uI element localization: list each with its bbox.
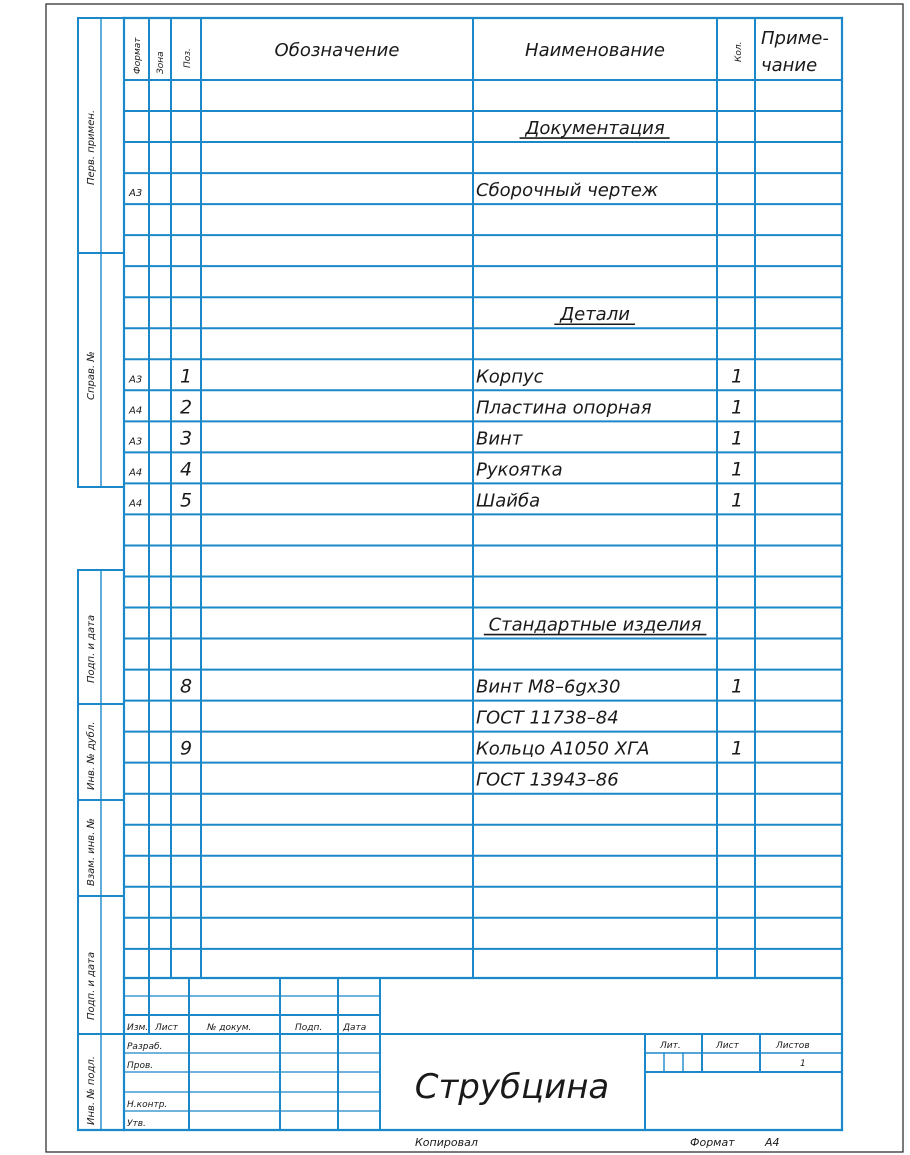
spec-row-lines	[124, 111, 842, 949]
row-position: 8	[179, 675, 193, 698]
header-qty: Кол.	[734, 41, 744, 62]
title-block-grid	[124, 978, 842, 1130]
main-frame	[78, 18, 842, 1130]
side-sign-date-2: Подп. и дата	[86, 951, 97, 1020]
section-title: Стандартные изделия	[488, 614, 702, 636]
row-format: A4	[129, 467, 143, 479]
header-note-line2: чание	[761, 55, 818, 76]
row-format: A3	[129, 436, 143, 448]
side-inv-dup: Инв. № дубл.	[86, 721, 97, 790]
row-format: A3	[129, 188, 143, 200]
table-row	[520, 118, 668, 139]
row-name: ГОСТ 13943–86	[476, 769, 619, 791]
row-format: A3	[129, 374, 143, 386]
tb-col-change: Изм.	[127, 1023, 149, 1033]
row-qty: 1	[730, 489, 744, 512]
tb-sheets-label: Листов	[776, 1041, 810, 1051]
tb-col-doc-no: № докум.	[207, 1023, 252, 1033]
footer-format-value: А4	[765, 1136, 780, 1149]
table-row	[128, 396, 743, 418]
row-position: 2	[179, 396, 193, 419]
row-qty: 1	[730, 737, 744, 760]
row-qty: 1	[730, 458, 744, 481]
table-row	[128, 365, 743, 387]
side-strip-bottom	[78, 570, 124, 1130]
header-designation: Обозначение	[274, 40, 400, 61]
row-qty: 1	[730, 365, 744, 388]
table-row	[555, 304, 634, 325]
tb-col-sheet: Лист	[155, 1023, 178, 1033]
row-qty: 1	[730, 675, 744, 698]
side-replace-inv: Взам. инв. №	[86, 818, 97, 886]
row-name: Кольцо А1050 ХГА	[476, 738, 650, 760]
row-position: 4	[179, 458, 193, 481]
row-name: Пластина опорная	[476, 397, 652, 419]
tb-col-date: Дата	[343, 1023, 367, 1033]
row-format: A4	[129, 498, 143, 510]
row-name: Винт М8–6gх30	[476, 676, 621, 698]
row-format: A4	[129, 405, 143, 417]
side-first-use: Перв. примен.	[86, 109, 97, 185]
tb-checked: Пров.	[127, 1061, 154, 1071]
tb-developed: Разраб.	[127, 1042, 163, 1052]
table-row	[128, 489, 743, 511]
row-position: 1	[179, 365, 193, 388]
tb-product-title: Струбцина	[414, 1067, 610, 1107]
header-name: Наименование	[525, 40, 665, 61]
spec-rows	[128, 118, 743, 791]
row-qty: 1	[730, 396, 744, 419]
row-name: ГОСТ 11738–84	[476, 707, 619, 729]
side-inv-orig: Инв. № подл.	[86, 1056, 97, 1125]
row-qty: 1	[730, 427, 744, 450]
side-labels	[85, 110, 97, 1125]
side-sign-date-1: Подп. и дата	[86, 614, 97, 683]
tb-sheets-value: 1	[800, 1059, 806, 1069]
table-row	[128, 180, 659, 201]
tb-norm-control: Н.контр.	[127, 1100, 168, 1110]
side-strip-top	[78, 18, 124, 487]
table-row	[476, 708, 619, 729]
row-name: Рукоятка	[476, 459, 563, 481]
footer-copied: Копировал	[415, 1136, 478, 1149]
table-row	[128, 458, 743, 480]
table-row	[485, 615, 706, 636]
table-row	[128, 427, 743, 449]
table-row	[180, 738, 743, 760]
header-zone: Зона	[156, 51, 166, 74]
tb-col-sign: Подп.	[295, 1023, 323, 1033]
row-name: Шайба	[476, 490, 541, 512]
section-title: Документация	[525, 118, 665, 140]
sheet-footer	[415, 1136, 780, 1149]
row-position: 5	[179, 489, 193, 512]
tb-sheet-label: Лист	[716, 1041, 739, 1051]
spec-header	[133, 28, 829, 76]
row-name: Винт	[476, 428, 523, 450]
section-title: Детали	[560, 304, 630, 326]
header-pos: Поз.	[183, 48, 193, 68]
row-position: 9	[179, 737, 193, 760]
side-ref-no: Справ. №	[86, 351, 97, 400]
row-position: 3	[179, 427, 193, 450]
tb-approved: Утв.	[127, 1119, 146, 1129]
header-note-line1: Приме-	[761, 28, 829, 49]
footer-format-label: Формат	[690, 1136, 735, 1149]
header-format: Формат	[133, 37, 143, 74]
row-name: Сборочный чертеж	[476, 180, 659, 202]
title-block-text	[127, 1023, 810, 1129]
tb-lit-label: Лит.	[660, 1041, 681, 1051]
table-row	[180, 676, 743, 698]
table-row	[476, 770, 619, 791]
row-name: Корпус	[476, 366, 544, 388]
sheet-edge	[46, 4, 903, 1152]
